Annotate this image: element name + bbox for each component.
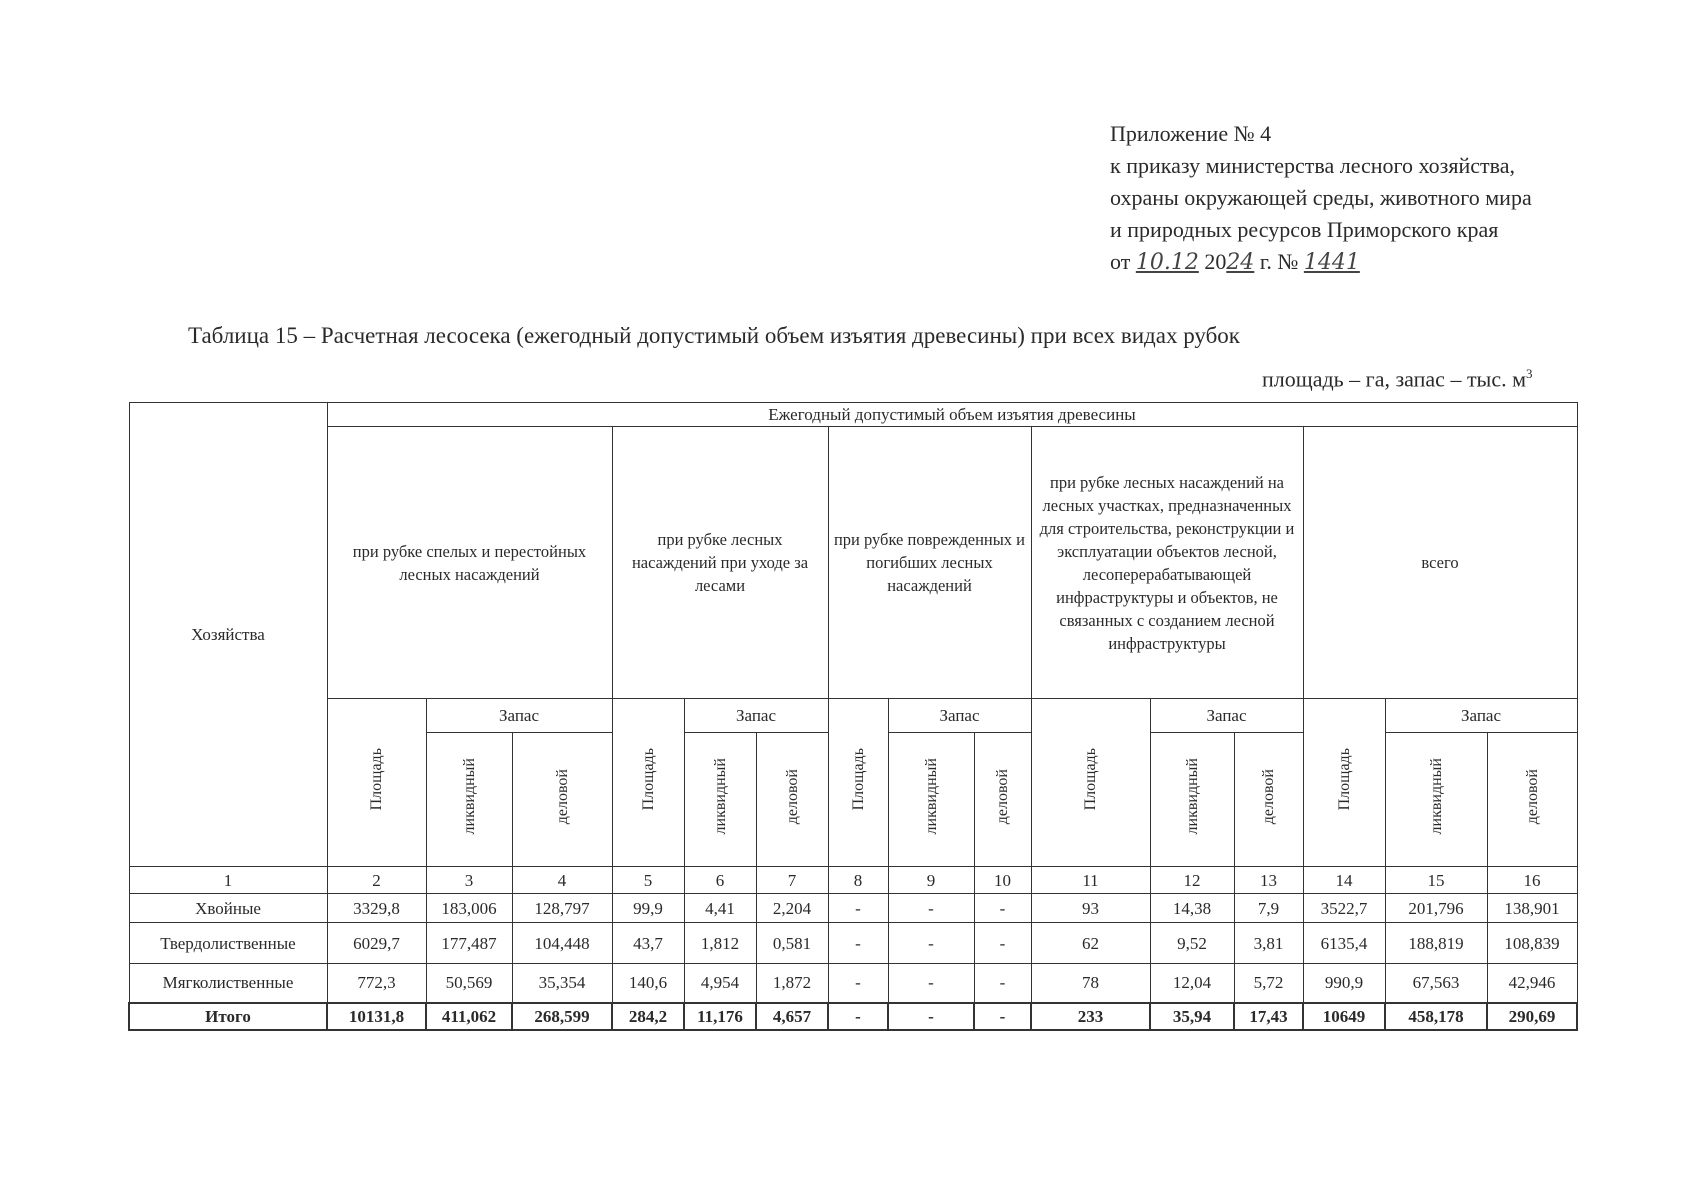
column-number: 10 xyxy=(974,867,1031,894)
cell: 50,569 xyxy=(426,964,512,1003)
cell: - xyxy=(828,964,888,1003)
cell: 3522,7 xyxy=(1303,894,1385,923)
cell: 10649 xyxy=(1303,1003,1385,1030)
header-stock: Запас xyxy=(888,699,1031,733)
column-number: 11 xyxy=(1031,867,1150,894)
cell: 42,946 xyxy=(1487,964,1577,1003)
cell: 3329,8 xyxy=(327,894,426,923)
cell: - xyxy=(888,1003,974,1030)
year-number-label: г. № xyxy=(1259,249,1299,274)
date-prefix: от xyxy=(1110,249,1131,274)
cell: 201,796 xyxy=(1385,894,1487,923)
column-number: 13 xyxy=(1234,867,1303,894)
header-group-mature: при рубке спелых и перестойных лесных насаждений xyxy=(327,427,612,699)
header-stock: Запас xyxy=(684,699,828,733)
cell: 4,954 xyxy=(684,964,756,1003)
column-number: 14 xyxy=(1303,867,1385,894)
row-name: Твердолиственные xyxy=(129,923,327,964)
column-number: 15 xyxy=(1385,867,1487,894)
cell: 43,7 xyxy=(612,923,684,964)
cell: 10131,8 xyxy=(327,1003,426,1030)
column-number: 9 xyxy=(888,867,974,894)
column-number: 8 xyxy=(828,867,888,894)
cell: 0,581 xyxy=(756,923,828,964)
header-group-total: всего xyxy=(1303,427,1577,699)
header-area-label: Площадь xyxy=(368,748,385,811)
total-row xyxy=(129,1003,1577,1030)
cell: 4,657 xyxy=(756,1003,828,1030)
cell: 7,9 xyxy=(1234,894,1303,923)
header-farms: Хозяйства xyxy=(129,403,327,867)
header-area xyxy=(1303,699,1385,867)
header-commercial-label: деловой xyxy=(553,768,571,825)
row-name: Итого xyxy=(129,1003,327,1030)
header-area xyxy=(828,699,888,867)
cell: 2,204 xyxy=(756,894,828,923)
header-liquid-label: ликвидный xyxy=(460,758,478,835)
cell: 67,563 xyxy=(1385,964,1487,1003)
cell: 188,819 xyxy=(1385,923,1487,964)
cell: 9,52 xyxy=(1150,923,1234,964)
header-commercial xyxy=(1234,733,1303,867)
units-note xyxy=(1262,366,1533,392)
cell: 128,797 xyxy=(512,894,612,923)
header-area-label: Площадь xyxy=(1082,748,1099,811)
column-number-row xyxy=(129,867,1577,894)
header-liquid xyxy=(426,733,512,867)
header-stock: Запас xyxy=(1385,699,1577,733)
header-liquid-label: ликвидный xyxy=(922,758,940,835)
column-number: 2 xyxy=(327,867,426,894)
cell: - xyxy=(888,923,974,964)
cell: 62 xyxy=(1031,923,1150,964)
cell: - xyxy=(974,923,1031,964)
header-area xyxy=(327,699,426,867)
appendix-date-line xyxy=(1110,246,1532,279)
cell: - xyxy=(828,894,888,923)
cell: 3,81 xyxy=(1234,923,1303,964)
header-group-care: при рубке лесных насаждений при уходе за лесами xyxy=(612,427,828,699)
appendix-line: к приказу министерства лесного хозяйства, xyxy=(1110,153,1516,178)
header-liquid xyxy=(684,733,756,867)
cell: 284,2 xyxy=(612,1003,684,1030)
header-area xyxy=(1031,699,1150,867)
column-number: 16 xyxy=(1487,867,1577,894)
header-liquid xyxy=(1385,733,1487,867)
cell: 35,354 xyxy=(512,964,612,1003)
cell: 458,178 xyxy=(1385,1003,1487,1030)
cell: 268,599 xyxy=(512,1003,612,1030)
cell: 104,448 xyxy=(512,923,612,964)
row-name: Мягколиственные xyxy=(129,964,327,1003)
header-liquid xyxy=(1150,733,1234,867)
year-prefix: 20 xyxy=(1204,249,1227,274)
cell: 35,94 xyxy=(1150,1003,1234,1030)
cell: 1,872 xyxy=(756,964,828,1003)
cell: 6135,4 xyxy=(1303,923,1385,964)
cell: 183,006 xyxy=(426,894,512,923)
cell: 14,38 xyxy=(1150,894,1234,923)
column-number: 5 xyxy=(612,867,684,894)
header-commercial xyxy=(756,733,828,867)
column-number: 3 xyxy=(426,867,512,894)
cell: - xyxy=(974,1003,1031,1030)
header-stock: Запас xyxy=(426,699,612,733)
header-liquid-label: ликвидный xyxy=(1183,758,1201,835)
cell: - xyxy=(828,923,888,964)
handwritten-year: 24 xyxy=(1226,250,1255,275)
cell: 6029,7 xyxy=(327,923,426,964)
header-group-damaged: при рубке поврежденных и погибших лесных насаждений xyxy=(828,427,1031,699)
header-stock: Запас xyxy=(1150,699,1303,733)
row-name: Хвойные xyxy=(129,894,327,923)
table-row xyxy=(129,894,1577,923)
header-annual: Ежегодный допустимый объем изъятия древесины xyxy=(327,403,1577,427)
table-title: Таблица 15 – Расчетная лесосека (ежегодный допустимый объем изъятия древесины) при всех видах рубок xyxy=(188,323,1240,348)
cell: 4,41 xyxy=(684,894,756,923)
cell: 411,062 xyxy=(426,1003,512,1030)
handwritten-order-number: 1441 xyxy=(1303,250,1360,275)
cell: - xyxy=(888,964,974,1003)
cell: 17,43 xyxy=(1234,1003,1303,1030)
units-text: площадь – га, запас – тыс. м xyxy=(1262,366,1527,392)
header-area-label: Площадь xyxy=(1335,748,1353,811)
header-commercial-label: деловой xyxy=(1260,768,1277,825)
handwritten-date: 10.12 xyxy=(1135,250,1199,275)
appendix-title: Приложение № 4 xyxy=(1110,121,1272,146)
column-number: 7 xyxy=(756,867,828,894)
header-area-label: Площадь xyxy=(849,748,867,811)
header-commercial-label: деловой xyxy=(994,768,1011,825)
header-area-label: Площадь xyxy=(639,748,657,811)
header-commercial-label: деловой xyxy=(783,768,801,825)
column-number: 4 xyxy=(512,867,612,894)
cell: 990,9 xyxy=(1303,964,1385,1003)
column-number: 1 xyxy=(129,867,327,894)
header-commercial-label: деловой xyxy=(1523,768,1541,825)
cell: 290,69 xyxy=(1487,1003,1577,1030)
cell: 138,901 xyxy=(1487,894,1577,923)
table-row xyxy=(129,923,1577,964)
cell: 78 xyxy=(1031,964,1150,1003)
column-number: 6 xyxy=(684,867,756,894)
cell: 99,9 xyxy=(612,894,684,923)
header-area xyxy=(612,699,684,867)
header-commercial xyxy=(512,733,612,867)
header-liquid xyxy=(888,733,974,867)
cell: 140,6 xyxy=(612,964,684,1003)
cell: 12,04 xyxy=(1150,964,1234,1003)
cell: - xyxy=(974,964,1031,1003)
cell: 93 xyxy=(1031,894,1150,923)
units-superscript: 3 xyxy=(1526,366,1533,381)
cell: 1,812 xyxy=(684,923,756,964)
header-liquid-label: ликвидный xyxy=(1427,758,1445,835)
cell: 11,176 xyxy=(684,1003,756,1030)
header-commercial xyxy=(974,733,1031,867)
header-commercial xyxy=(1487,733,1577,867)
cell: 5,72 xyxy=(1234,964,1303,1003)
appendix-line: и природных ресурсов Приморского края xyxy=(1110,217,1499,242)
column-number: 12 xyxy=(1150,867,1234,894)
cell: - xyxy=(888,894,974,923)
table-row xyxy=(129,964,1577,1003)
cell: 177,487 xyxy=(426,923,512,964)
cell: 772,3 xyxy=(327,964,426,1003)
cell: - xyxy=(974,894,1031,923)
cell: - xyxy=(828,1003,888,1030)
cell: 108,839 xyxy=(1487,923,1577,964)
header-liquid-label: ликвидный xyxy=(711,758,729,835)
allowable-cut-table xyxy=(128,402,1578,1031)
appendix-line: охраны окружающей среды, животного мира xyxy=(1110,185,1532,210)
appendix-block xyxy=(1110,118,1532,279)
cell: 233 xyxy=(1031,1003,1150,1030)
header-group-construction: при рубке лесных насаждений на лесных участках, предназначенных для строительства, реконструкции и эксплуатации объектов лесной, лесоперерабатывающей инфраструктуры и объектов, не связанных с созданием лесной инфраструктуры xyxy=(1031,427,1303,699)
